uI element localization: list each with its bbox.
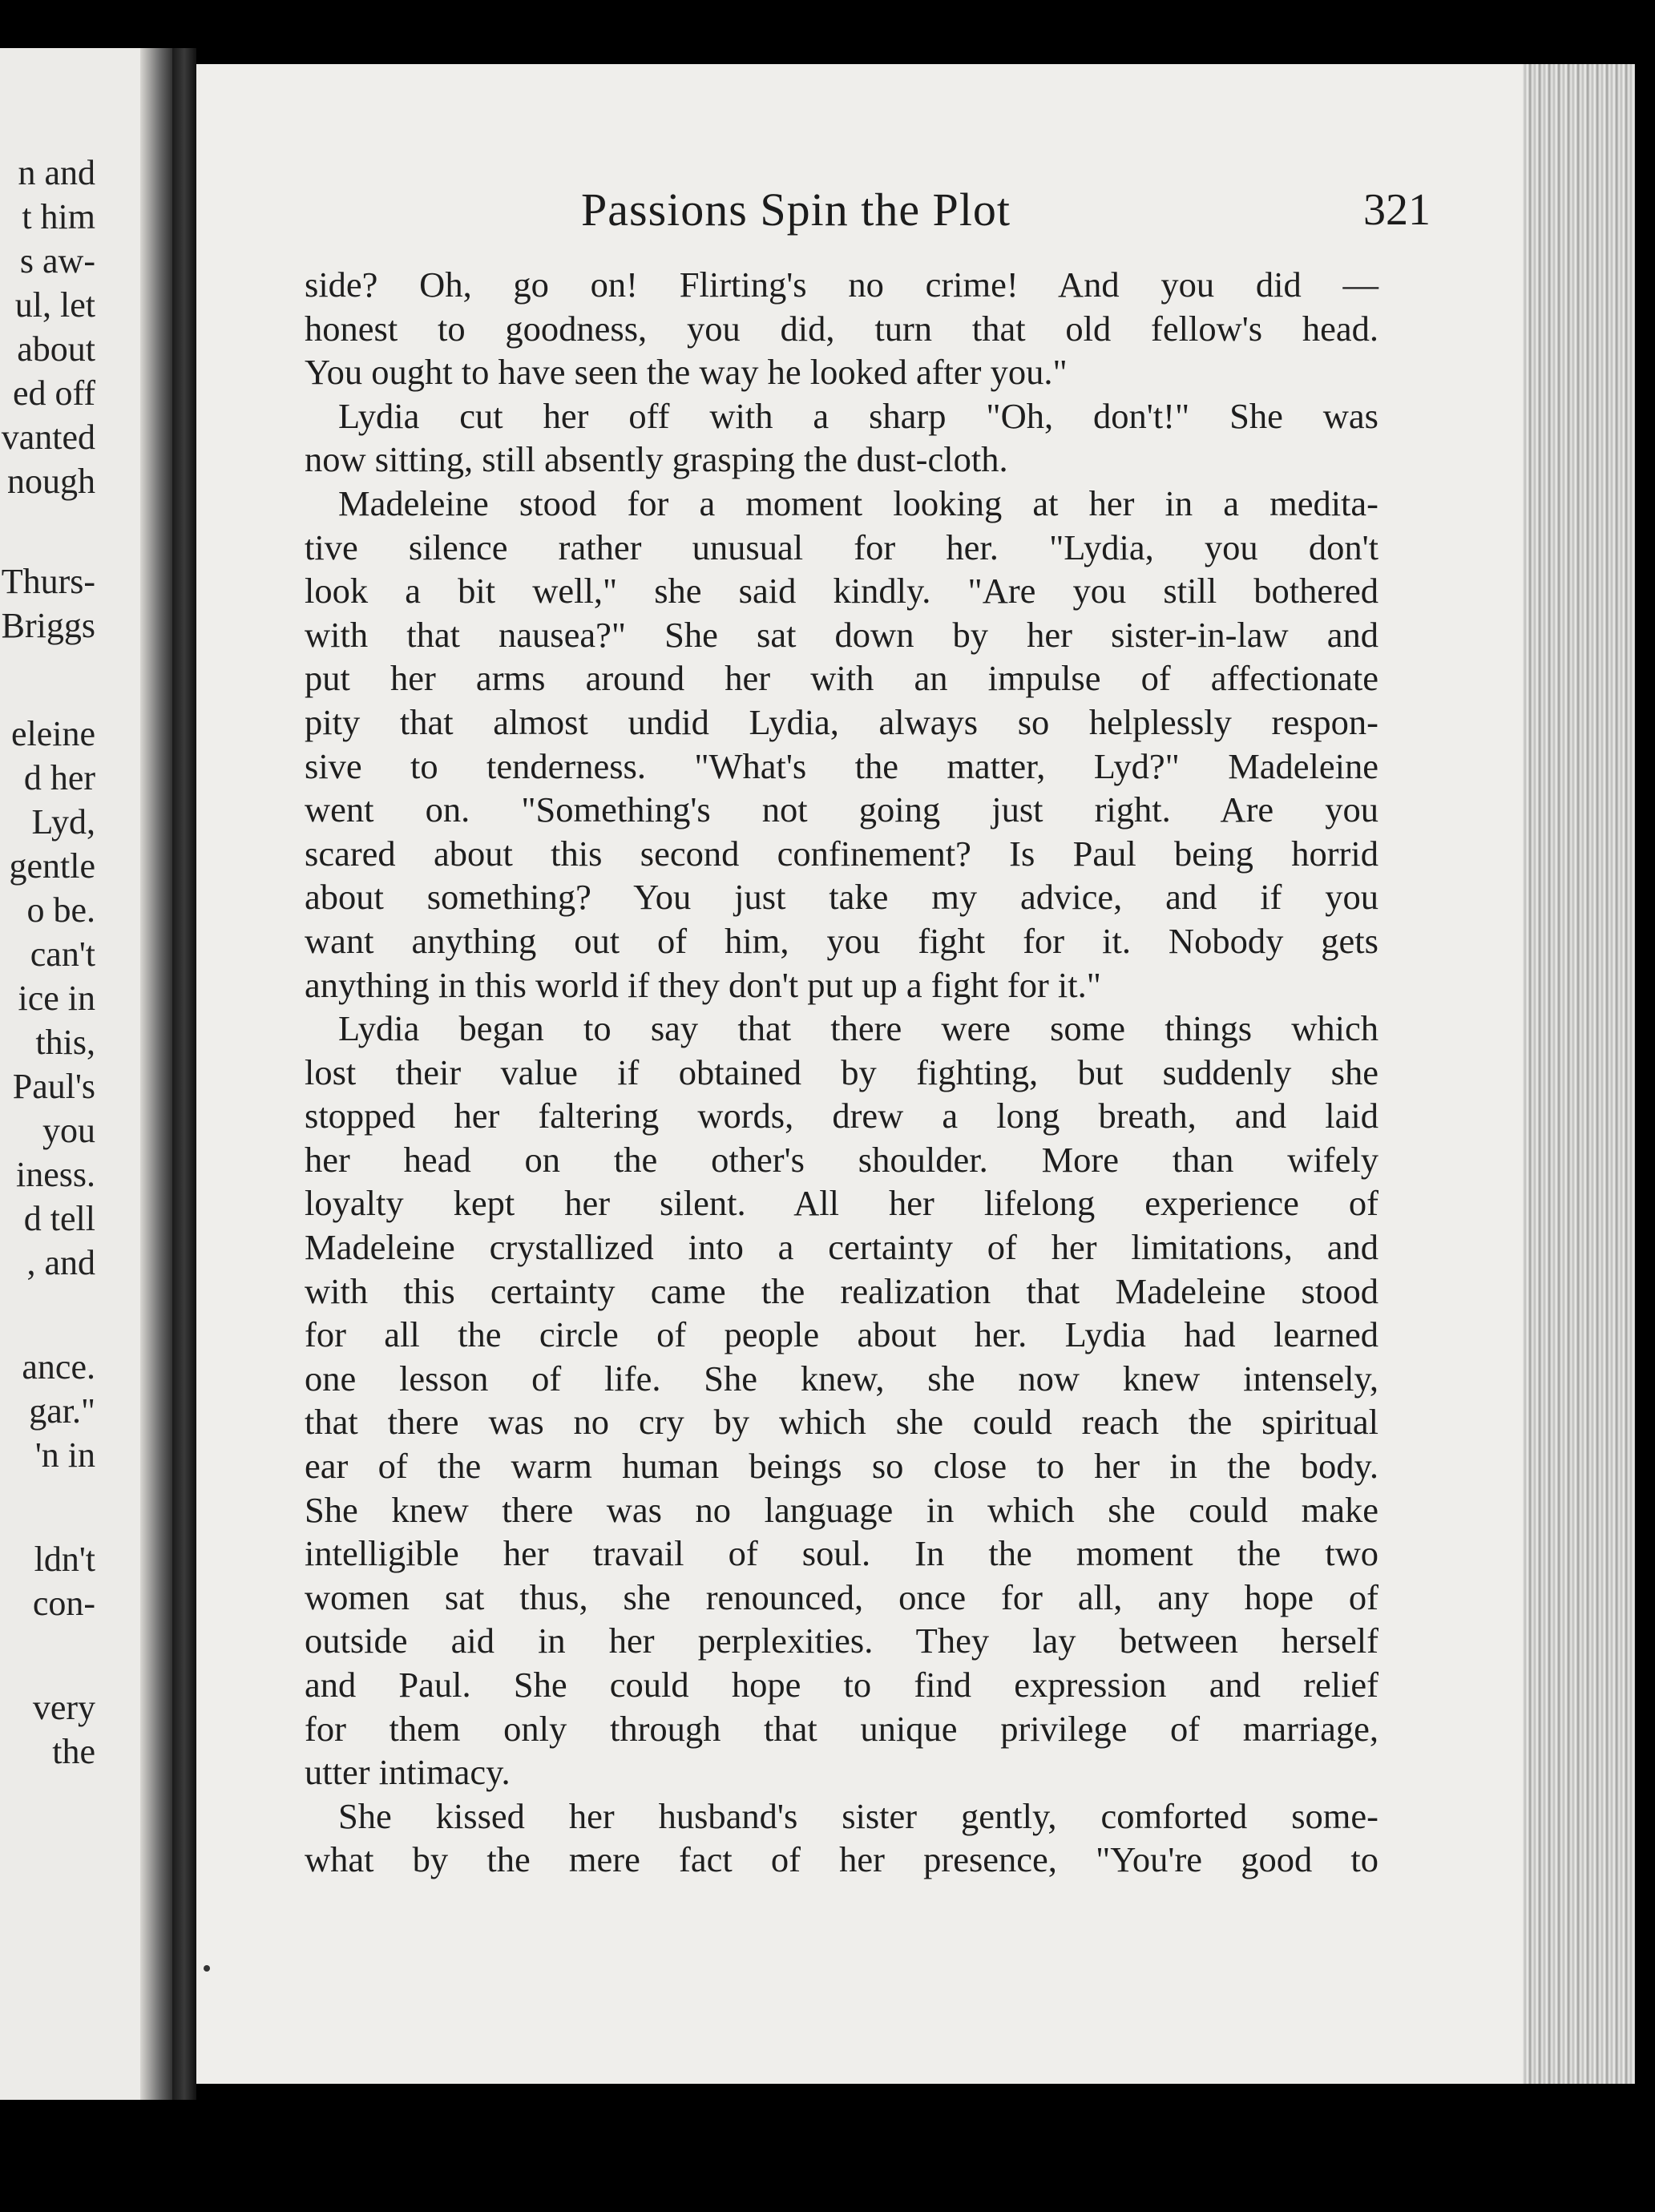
- text-line: with that nausea?" She sat down by her sister-in-law and: [305, 614, 1378, 655]
- text-line: one lesson of life. She knew, she now knew intensely,: [305, 1358, 1378, 1399]
- left-page-line: s aw-: [19, 241, 95, 281]
- left-page-line: iness.: [16, 1155, 95, 1194]
- text-line: pity that almost undid Lydia, always so helplessly respon-: [305, 701, 1378, 742]
- text-line: ear of the warm human beings so close to her in the body.: [305, 1446, 1378, 1487]
- left-page-line: Lyd,: [31, 802, 95, 842]
- left-page-line: about: [17, 329, 95, 369]
- right-page: [196, 64, 1527, 2084]
- text-line: She knew there was no language in which she could make: [305, 1489, 1378, 1530]
- text-line: went on. "Something's not going just right. Are you: [305, 789, 1378, 830]
- text-line: loyalty kept her silent. All her lifelong experience of: [305, 1183, 1378, 1224]
- text-line: put her arms around her with an impulse of affectionate: [305, 658, 1378, 699]
- text-line: that there was no cry by which she could reach the spiritual: [305, 1402, 1378, 1443]
- text-line: sive to tenderness. "What's the matter, Lyd?" Madeleine: [305, 745, 1378, 786]
- left-page-line: ul, let: [14, 285, 95, 325]
- left-page-line: , and: [26, 1243, 95, 1282]
- text-line: look a bit well," she said kindly. "Are you still bothered: [305, 571, 1378, 612]
- text-line: Lydia cut her off with a sharp "Oh, don't!" She was: [338, 395, 1378, 436]
- left-page-line: this,: [35, 1023, 95, 1062]
- page-body-text: [305, 263, 1378, 1882]
- text-line: stopped her faltering words, drew a long breath, and laid: [305, 1096, 1378, 1136]
- text-line: utter intimacy.: [305, 1752, 511, 1793]
- left-page-line: you: [42, 1111, 95, 1150]
- left-page-line: the: [52, 1732, 95, 1771]
- left-page-line: o be.: [26, 890, 95, 930]
- left-page-line: 'n in: [34, 1435, 95, 1475]
- text-line: She kissed her husband's sister gently, comforted some-: [338, 1795, 1378, 1836]
- left-page-fragment: [0, 48, 172, 2100]
- text-line: intelligible her travail of soul. In the moment the two: [305, 1533, 1378, 1574]
- print-speck: [204, 1965, 210, 1972]
- left-page-line: very: [32, 1688, 95, 1727]
- left-gutter: [140, 48, 172, 2100]
- text-line: outside aid in her perplexities. They lay between herself: [305, 1621, 1378, 1661]
- left-page-line: Thurs-: [1, 562, 95, 601]
- left-page-line: ed off: [12, 373, 95, 413]
- text-line: side? Oh, go on! Flirting's no crime! And you did —: [305, 264, 1378, 305]
- text-line: Madeleine crystallized into a certainty of her limitations, and: [305, 1227, 1378, 1268]
- text-line: for all the circle of people about her. Lydia had learned: [305, 1314, 1378, 1355]
- text-line: what by the mere fact of her presence, "You're good to: [305, 1839, 1378, 1880]
- left-page-line: ance.: [22, 1347, 95, 1387]
- left-page-line: ice in: [18, 979, 95, 1018]
- text-line: anything in this world if they don't put up a fight for it.": [305, 964, 1101, 1005]
- text-line: You ought to have seen the way he looked after you.": [305, 352, 1068, 393]
- text-line: Madeleine stood for a moment looking at her in a medita-: [338, 482, 1378, 523]
- text-line: now sitting, still absently grasping the dust-cloth.: [305, 439, 1008, 480]
- page-edges: [1523, 64, 1635, 2084]
- left-page-line: gentle: [9, 846, 95, 886]
- text-line: lost their value if obtained by fighting, but suddenly she: [305, 1052, 1378, 1092]
- left-page-line: vanted: [1, 418, 95, 457]
- text-line: want anything out of him, you fight for it. Nobody gets: [305, 920, 1378, 961]
- running-head: Passions Spin the Plot: [581, 184, 1011, 236]
- text-line: for them only through that unique privilege of marriage,: [305, 1708, 1378, 1749]
- left-page-line: eleine: [10, 714, 95, 753]
- text-line: tive silence rather unusual for her. "Lydia, you don't: [305, 527, 1378, 567]
- left-page-line: n and: [18, 153, 95, 192]
- left-page-line: con-: [32, 1584, 95, 1623]
- text-line: women sat thus, she renounced, once for all, any hope of: [305, 1576, 1378, 1617]
- left-page-line: ldn't: [34, 1540, 95, 1579]
- text-line: her head on the other's shoulder. More than wifely: [305, 1139, 1378, 1180]
- left-page-line: nough: [7, 462, 95, 501]
- page-number: 321: [1363, 185, 1431, 235]
- book-spine: [172, 48, 196, 2100]
- left-page-line: gar.": [29, 1391, 95, 1431]
- text-line: and Paul. She could hope to find expression and relief: [305, 1665, 1378, 1705]
- left-page-line: Paul's: [12, 1067, 95, 1106]
- text-line: honest to goodness, you did, turn that old fellow's head.: [305, 308, 1378, 349]
- text-line: Lydia began to say that there were some things which: [338, 1008, 1378, 1049]
- left-page-line: d tell: [23, 1199, 95, 1238]
- left-page-line: d her: [23, 758, 95, 797]
- left-page-line: can't: [30, 934, 95, 974]
- text-line: with this certainty came the realization that Madeleine stood: [305, 1270, 1378, 1311]
- text-line: about something? You just take my advice, and if you: [305, 877, 1378, 918]
- left-page-line: Briggs: [1, 606, 95, 645]
- left-page-line: t him: [22, 197, 95, 236]
- text-line: scared about this second confinement? Is Paul being horrid: [305, 833, 1378, 874]
